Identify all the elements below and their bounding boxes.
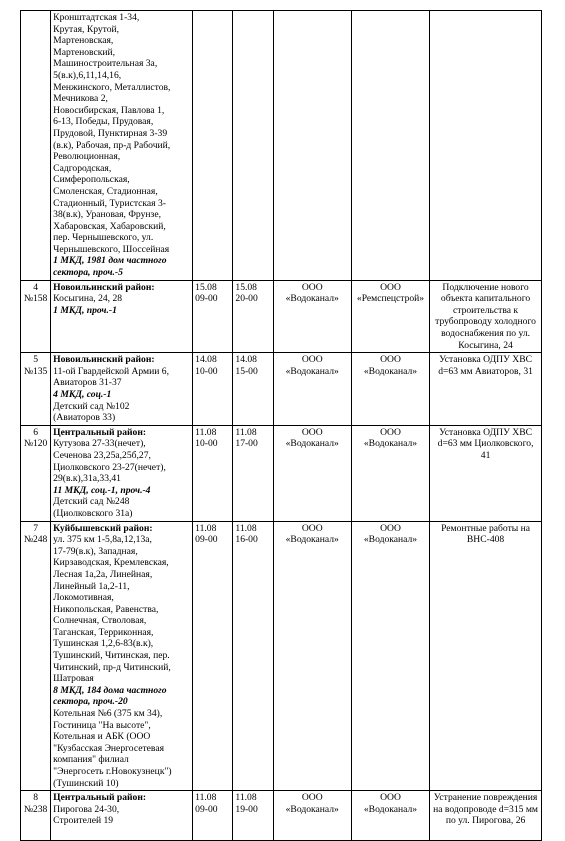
table-row (21, 425, 542, 521)
facility-line: (Тушинский 10) (53, 777, 119, 789)
end-time: 20-00 (235, 293, 258, 305)
end-time: 16-00 (235, 534, 258, 546)
address-line: Локомотивная, (53, 592, 114, 604)
request-ref: №135 (23, 365, 48, 377)
address-line: Стадионный, Туристская 3- (53, 197, 166, 209)
address-line: Линейный 1а,2-11, (53, 580, 130, 592)
district-name: Центральный район: (53, 792, 147, 804)
contractor-name: ООО «Ремспецстрой» (356, 281, 425, 305)
facility-line: (Циолковского 31а) (53, 507, 133, 519)
facility-line: компания" филиал (53, 754, 129, 766)
executor-cell (273, 11, 351, 281)
start-cell (193, 521, 233, 791)
executor-cell (273, 353, 351, 426)
end-time: 19-00 (235, 803, 258, 815)
executor-name: ООО «Водоканал» (285, 354, 339, 377)
address-line: Тушинская 1,2,6-83(в.к), (53, 638, 154, 650)
executor-name: ООО «Водоканал» (285, 522, 339, 546)
address-line: 38(в.к), Урановая, Фрунзе, (53, 209, 161, 221)
start-time: 09-00 (195, 534, 218, 546)
address-line: Циолковского 23-27(нечет), (53, 461, 166, 473)
address-line: Читинский, пр-д Читинский, (53, 661, 171, 673)
address-line: Смоленская, Стадионная, (53, 185, 158, 197)
address-line: Садгородская, (53, 162, 112, 174)
end-date: 11.08 (235, 426, 257, 438)
executor-cell (273, 280, 351, 353)
address-line: Кирзаводская, Кремлевская, (53, 557, 169, 569)
address-cell (51, 11, 193, 281)
address-line: Симферопольская, (53, 174, 130, 186)
contractor-cell (351, 11, 429, 281)
address-line: Тушинский, Читинская, пер. (53, 650, 170, 662)
address-line: (в.к), Рабочая, пр-д Рабочий, (53, 139, 171, 151)
facility-line: "Энергосеть г.Новокузнецк") (53, 766, 172, 777)
address-line: Чернышевского, Шоссейная (53, 243, 170, 255)
end-time: 17-00 (235, 438, 258, 450)
row-number: 7 (33, 522, 38, 534)
address-line: Кронштадтская 1-34, (53, 12, 140, 23)
work-description-cell (430, 425, 542, 521)
start-time: 09-00 (195, 293, 218, 305)
table-row (21, 521, 542, 791)
contractor-cell (351, 425, 429, 521)
contractor-name: ООО «Водоканал» (363, 426, 418, 450)
address-line: Революционная, (53, 151, 121, 163)
address-line: Новосибирская, Павлова 1, (53, 104, 165, 116)
work-description-cell (430, 791, 542, 841)
buildings-summary: 11 МКД, соц.-1, проч.-4 (53, 484, 151, 496)
row-number: 8 (33, 792, 38, 804)
address-line: 29(в.к),31а,33,41 (53, 473, 121, 485)
executor-cell (273, 791, 351, 841)
address-line: Крутая, Крутой, (53, 23, 120, 35)
row-number: 6 (33, 426, 38, 438)
work-description: Установка ОДПУ ХВС d=63 мм Авиаторов, 31 (438, 354, 533, 377)
address-line: Пирогова 24-30, (53, 803, 120, 815)
address-cell (51, 791, 193, 841)
work-description: Устранение повреждения на водопроводе d=315 мм по ул. Пирогова, 26 (433, 792, 538, 827)
address-line: 5(в.к),6,11,14,16, (53, 69, 122, 81)
address-line: Прудовой, Пунктирная 3-39 (53, 127, 168, 139)
address-line: пер. Чернышевского, ул. (53, 232, 154, 244)
address-cell (51, 521, 193, 791)
work-description: Подключение нового объекта капитального строительства к трубопроводу холодного водоснабжения по ул. Косыгина, 24 (435, 281, 536, 351)
district-name: Куйбышевский район: (53, 522, 153, 534)
address-line: Мечникова 2, (53, 93, 108, 105)
address-line: Никопольская, Равенства, (53, 603, 159, 615)
address-cell (51, 425, 193, 521)
facility-line: Детский сад №248 (53, 496, 130, 508)
address-line: Хабаровская, Хабаровский, (53, 220, 166, 232)
address-line: Машиностроительная 3а, (53, 58, 158, 70)
start-date: 14.08 (195, 354, 217, 366)
address-line: 6-13, Победы, Прудовая, (53, 116, 154, 128)
row-number: 4 (33, 281, 38, 293)
contractor-cell (351, 280, 429, 353)
contractor-name: ООО «Водоканал» (363, 792, 418, 815)
end-date: 11.08 (235, 522, 257, 534)
facility-line: Гостиница "На высоте", (53, 719, 151, 731)
address-line: ул. 375 км 1-5,8а,12,13а, (53, 534, 152, 546)
contractor-cell (351, 353, 429, 426)
address-line: Сеченова 23,25а,25б,27, (53, 449, 151, 461)
end-time: 15-00 (235, 365, 258, 377)
work-description: Установка ОДПУ ХВС d=63 мм Циолковского, 41 (437, 426, 534, 461)
start-date: 11.08 (195, 426, 217, 438)
end-date: 11.08 (235, 792, 257, 804)
address-line: Солнечная, Стволовая, (53, 615, 147, 627)
executor-cell (273, 521, 351, 791)
start-cell (193, 280, 233, 353)
end-cell (233, 353, 273, 426)
row-number-cell (21, 11, 51, 281)
contractor-name: ООО «Водоканал» (363, 354, 418, 377)
buildings-summary: 8 МКД, 184 дома частного сектора, проч.-20 (53, 684, 167, 708)
end-date: 15.08 (235, 281, 257, 293)
end-cell (233, 280, 273, 353)
start-date: 15.08 (195, 281, 217, 293)
request-ref: №120 (23, 438, 48, 450)
table-row (21, 280, 542, 353)
row-number-cell (21, 791, 51, 841)
address-line: Таганская, Терриконная, (53, 626, 154, 638)
contractor-cell (351, 521, 429, 791)
address-line: 11-ой Гвардейской Армии 6, (53, 365, 169, 377)
executor-name: ООО «Водоканал» (285, 792, 339, 815)
executor-cell (273, 425, 351, 521)
row-number-cell (21, 353, 51, 426)
work-description-cell (430, 11, 542, 281)
table-row (21, 353, 542, 426)
outage-schedule-table (20, 10, 542, 841)
row-number: 5 (33, 354, 38, 366)
executor-name: ООО «Водоканал» (285, 281, 339, 305)
work-description-cell (430, 353, 542, 426)
start-date: 11.08 (195, 522, 217, 534)
address-cell (51, 280, 193, 353)
start-time: 10-00 (195, 365, 218, 377)
buildings-summary: 1 МКД, 1981 дом частного сектора, проч.-5 (53, 255, 167, 279)
address-line: Мартеновский, (53, 46, 116, 58)
start-cell (193, 11, 233, 281)
request-ref: №238 (23, 803, 48, 815)
contractor-cell (351, 791, 429, 841)
address-line: Авиаторов 31-37 (53, 377, 122, 389)
address-line: 17-79(в.к), Западная, (53, 545, 138, 557)
address-line: Лесная 1а,2а, Линейная, (53, 568, 153, 580)
district-name: Новоильинский район: (53, 354, 155, 366)
contractor-name: ООО «Водоканал» (363, 522, 418, 546)
end-cell (233, 425, 273, 521)
end-cell (233, 521, 273, 791)
address-cell (51, 353, 193, 426)
row-number-cell (21, 521, 51, 791)
work-description: Ремонтные работы на ВНС-408 (441, 522, 531, 546)
address-line: Строителей 19 (53, 815, 114, 827)
address-line: Косыгина, 24, 28 (53, 293, 123, 305)
facility-line: (Авиаторов 33) (53, 412, 116, 424)
start-cell (193, 425, 233, 521)
start-cell (193, 353, 233, 426)
address-line: Шатровая (53, 673, 94, 685)
end-cell (233, 791, 273, 841)
address-line: Менжинского, Металлистов, (53, 81, 171, 93)
address-line: Кутузова 27-33(нечет), (53, 438, 146, 450)
request-ref: №248 (23, 534, 48, 546)
facility-line: Котельная №6 (375 км 34), (53, 708, 163, 720)
address-line: Мартеновская, (53, 35, 114, 47)
work-description-cell (430, 521, 542, 791)
facility-line: "Кузбасская Энергосетевая (53, 742, 165, 754)
end-date: 14.08 (235, 354, 257, 366)
district-name: Центральный район: (53, 426, 147, 438)
facility-line: Детский сад №102 (53, 400, 130, 412)
executor-name: ООО «Водоканал» (285, 426, 339, 450)
table-row (21, 11, 542, 281)
start-time: 10-00 (195, 438, 218, 450)
request-ref: №158 (23, 293, 48, 305)
start-time: 09-00 (195, 803, 218, 815)
start-date: 11.08 (195, 792, 217, 804)
table-row (21, 791, 542, 841)
facility-line: Котельная и АБК (ООО (53, 731, 151, 743)
row-number-cell (21, 280, 51, 353)
work-description-cell (430, 280, 542, 353)
buildings-summary: 4 МКД, соц.-1 (53, 389, 112, 400)
table-body (21, 11, 542, 841)
start-cell (193, 791, 233, 841)
district-name: Новоильинский район: (53, 281, 155, 293)
row-number-cell (21, 425, 51, 521)
buildings-summary: 1 МКД, проч.-1 (53, 304, 117, 316)
end-cell (233, 11, 273, 281)
